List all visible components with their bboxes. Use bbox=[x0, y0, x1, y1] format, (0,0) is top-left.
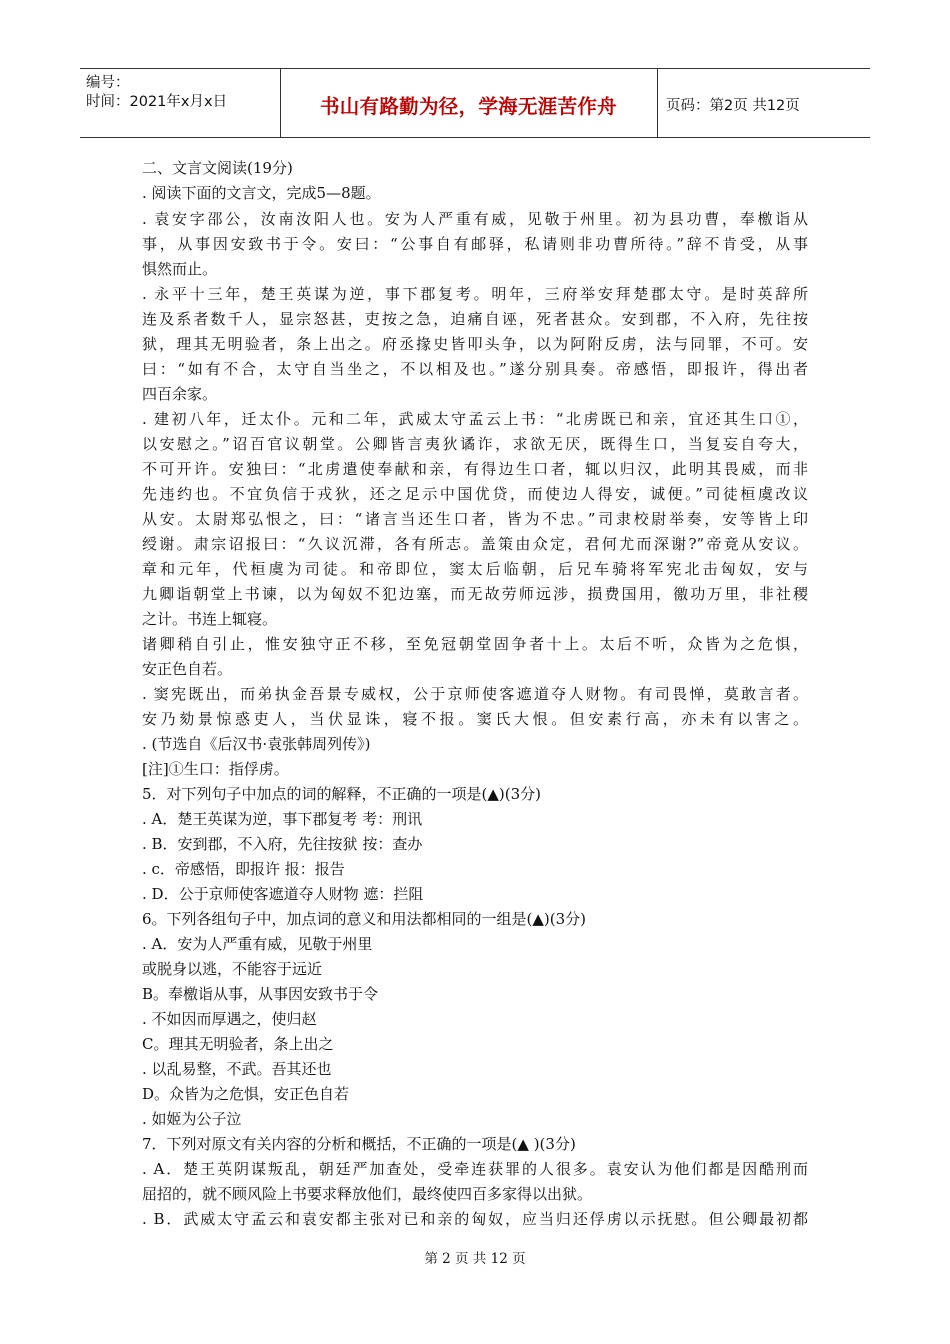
option-line: . 不如因而厚遇之，使归赵 bbox=[142, 1010, 317, 1028]
option-line: D。众皆为之危惧，安正色自若 bbox=[142, 1085, 350, 1103]
annotation-note: [注]①生口：指俘虏。 bbox=[142, 760, 289, 778]
option-line: B。奉檄诣从事，从事因安致书于令 bbox=[142, 985, 379, 1003]
text-line: 从安。太尉郑弘恨之，曰：“诸言当还生口者，皆为不忠。”司隶校尉举奏，安等皆上印 bbox=[142, 510, 808, 528]
text-line: . 袁安字邵公，汝南汝阳人也。安为人严重有威，见敬于州里。初为县功曹，奉檄诣从 bbox=[142, 210, 808, 228]
option-line: . A．安为人严重有威，见敬于州里 bbox=[142, 935, 373, 953]
option-line: 或脱身以逃，不能容于远近 bbox=[142, 960, 323, 978]
header-motto: 书山有路勤为径，学海无涯苦作舟 bbox=[319, 95, 617, 118]
text-line: 诸卿稍自引止，惟安独守正不移，至免冠朝堂固争者十上。太后不听，众皆为之危惧， bbox=[142, 635, 808, 653]
header-page-number: 页码：第2页 共12页 bbox=[666, 98, 800, 114]
text-line: 安正色自若。 bbox=[142, 660, 233, 678]
option-line: . 以乱易整，不武。吾其还也 bbox=[142, 1060, 332, 1078]
source-citation: . (节选自《后汉书·袁张韩周列传》) bbox=[142, 735, 371, 753]
page-header bbox=[80, 68, 870, 138]
text-line: 惧然而止。 bbox=[142, 260, 218, 278]
header-left bbox=[86, 74, 227, 112]
text-line: . 永平十三年，楚王英谋为逆，事下郡复考。明年，三府举安拜楚郡太守。是时英辞所 bbox=[142, 285, 808, 303]
option-line: . A．楚王英谋为逆，事下郡复考 考：刑讯 bbox=[142, 810, 423, 828]
text-line: 狱，理其无明验者，条上出之。府丞掾史皆叩头争，以为阿附反虏，法与同罪，不可。安 bbox=[142, 335, 808, 353]
text-line: . 窦宪既出，而弟执金吾景专威权，公于京师使客遮道夺人财物。有司畏惮，莫敢言者。 bbox=[142, 685, 808, 703]
text-line: 之计。书连上辄寝。 bbox=[142, 610, 278, 628]
text-line: . 阅读下面的文言文，完成5—8题。 bbox=[142, 184, 381, 202]
text-line: 九卿诣朝堂上书谏，以为匈奴不犯边塞，而无故劳师远涉，损费国用，徼功万里，非社稷 bbox=[142, 585, 808, 603]
option-line: . D．公于京师使客遮道夺人财物 遮：拦阻 bbox=[142, 885, 424, 903]
text-line: 先违约也。不宜负信于戎狄，还之足示中国优贷，而使边人得安，诚便。”司徒桓虞改议 bbox=[142, 485, 808, 503]
question-7: 7．下列对原文有关内容的分析和概括，不正确的一项是(▲ )(3分) bbox=[142, 1135, 576, 1153]
text-line: 事，从事因安致书于令。安曰：“公事自有邮驿，私请则非功曹所待。”辞不肯受，从事 bbox=[142, 235, 808, 253]
text-line: 绶谢。肃宗诏报曰：“久议沉滞，各有所志。盖策由众定，君何尤而深谢?”帝竟从安议。 bbox=[142, 535, 808, 553]
text-line: 章和元年，代桓虞为司徒。和帝即位，窦太后临朝，后兄车骑将军宪北击匈奴，安与 bbox=[142, 560, 808, 578]
option-line: . 如姬为公子泣 bbox=[142, 1110, 242, 1128]
text-line: 不可开许。安独曰：“北虏遣使奉献和亲，有得边生口者，辄以归汉，此明其畏威，而非 bbox=[142, 460, 808, 478]
question-6: 6。下列各组句子中，加点词的意义和用法都相同的一组是(▲)(3分) bbox=[142, 910, 587, 928]
option-line: C。理其无明验者，条上出之 bbox=[142, 1035, 334, 1053]
question-5: 5．对下列句子中加点的词的解释，不正确的一项是(▲)(3分) bbox=[142, 785, 542, 803]
header-divider bbox=[657, 69, 658, 137]
section-heading: 二、文言文阅读(19分) bbox=[142, 159, 293, 177]
text-line: 曰：“如有不合，太守自当坐之，不以相及也。”遂分别具奏。帝感悟，即报许，得出者 bbox=[142, 360, 808, 378]
text-line: . 建初八年，迁太仆。元和二年，武威太守孟云上书：“北虏既已和亲，宜还其生口①， bbox=[142, 410, 808, 428]
option-line: . c．帝感悟，即报许 报：报告 bbox=[142, 860, 345, 878]
document-number: 编号： bbox=[86, 75, 130, 91]
option-line: 屈招的，就不顾风险上书要求释放他们，最终使四百多家得以出狱。 bbox=[142, 1185, 593, 1203]
text-line: 安乃劾景惊惑吏人，当伏显诛，寝不报。窦氏大恨。但安素行高，亦未有以害之。 bbox=[142, 710, 808, 728]
text-line: 以安慰之。”诏百官议朝堂。公卿皆言夷狄谲诈，求欲无厌，既得生口，当复妄自夸大， bbox=[142, 435, 808, 453]
page-footer: 第 2 页 共 12 页 bbox=[424, 1251, 526, 1267]
text-line: 四百余家。 bbox=[142, 385, 218, 403]
text-line: 连及系者数千人，显宗怒甚，吏按之急，迫痛自诬，死者甚众。安到郡，不入府，先往按 bbox=[142, 310, 808, 328]
document-date: 时间：2021年x月x日 bbox=[86, 94, 228, 110]
option-line: . A．楚王英阴谋叛乱，朝廷严加查处，受牵连获罪的人很多。袁安认为他们都是因酷刑而 bbox=[142, 1160, 808, 1178]
option-line: . B．武威太守孟云和袁安都主张对已和亲的匈奴，应当归还俘虏以示抚慰。但公卿最初都 bbox=[142, 1210, 808, 1228]
option-line: . B．安到郡，不入府，先往按狱 按：查办 bbox=[142, 835, 423, 853]
